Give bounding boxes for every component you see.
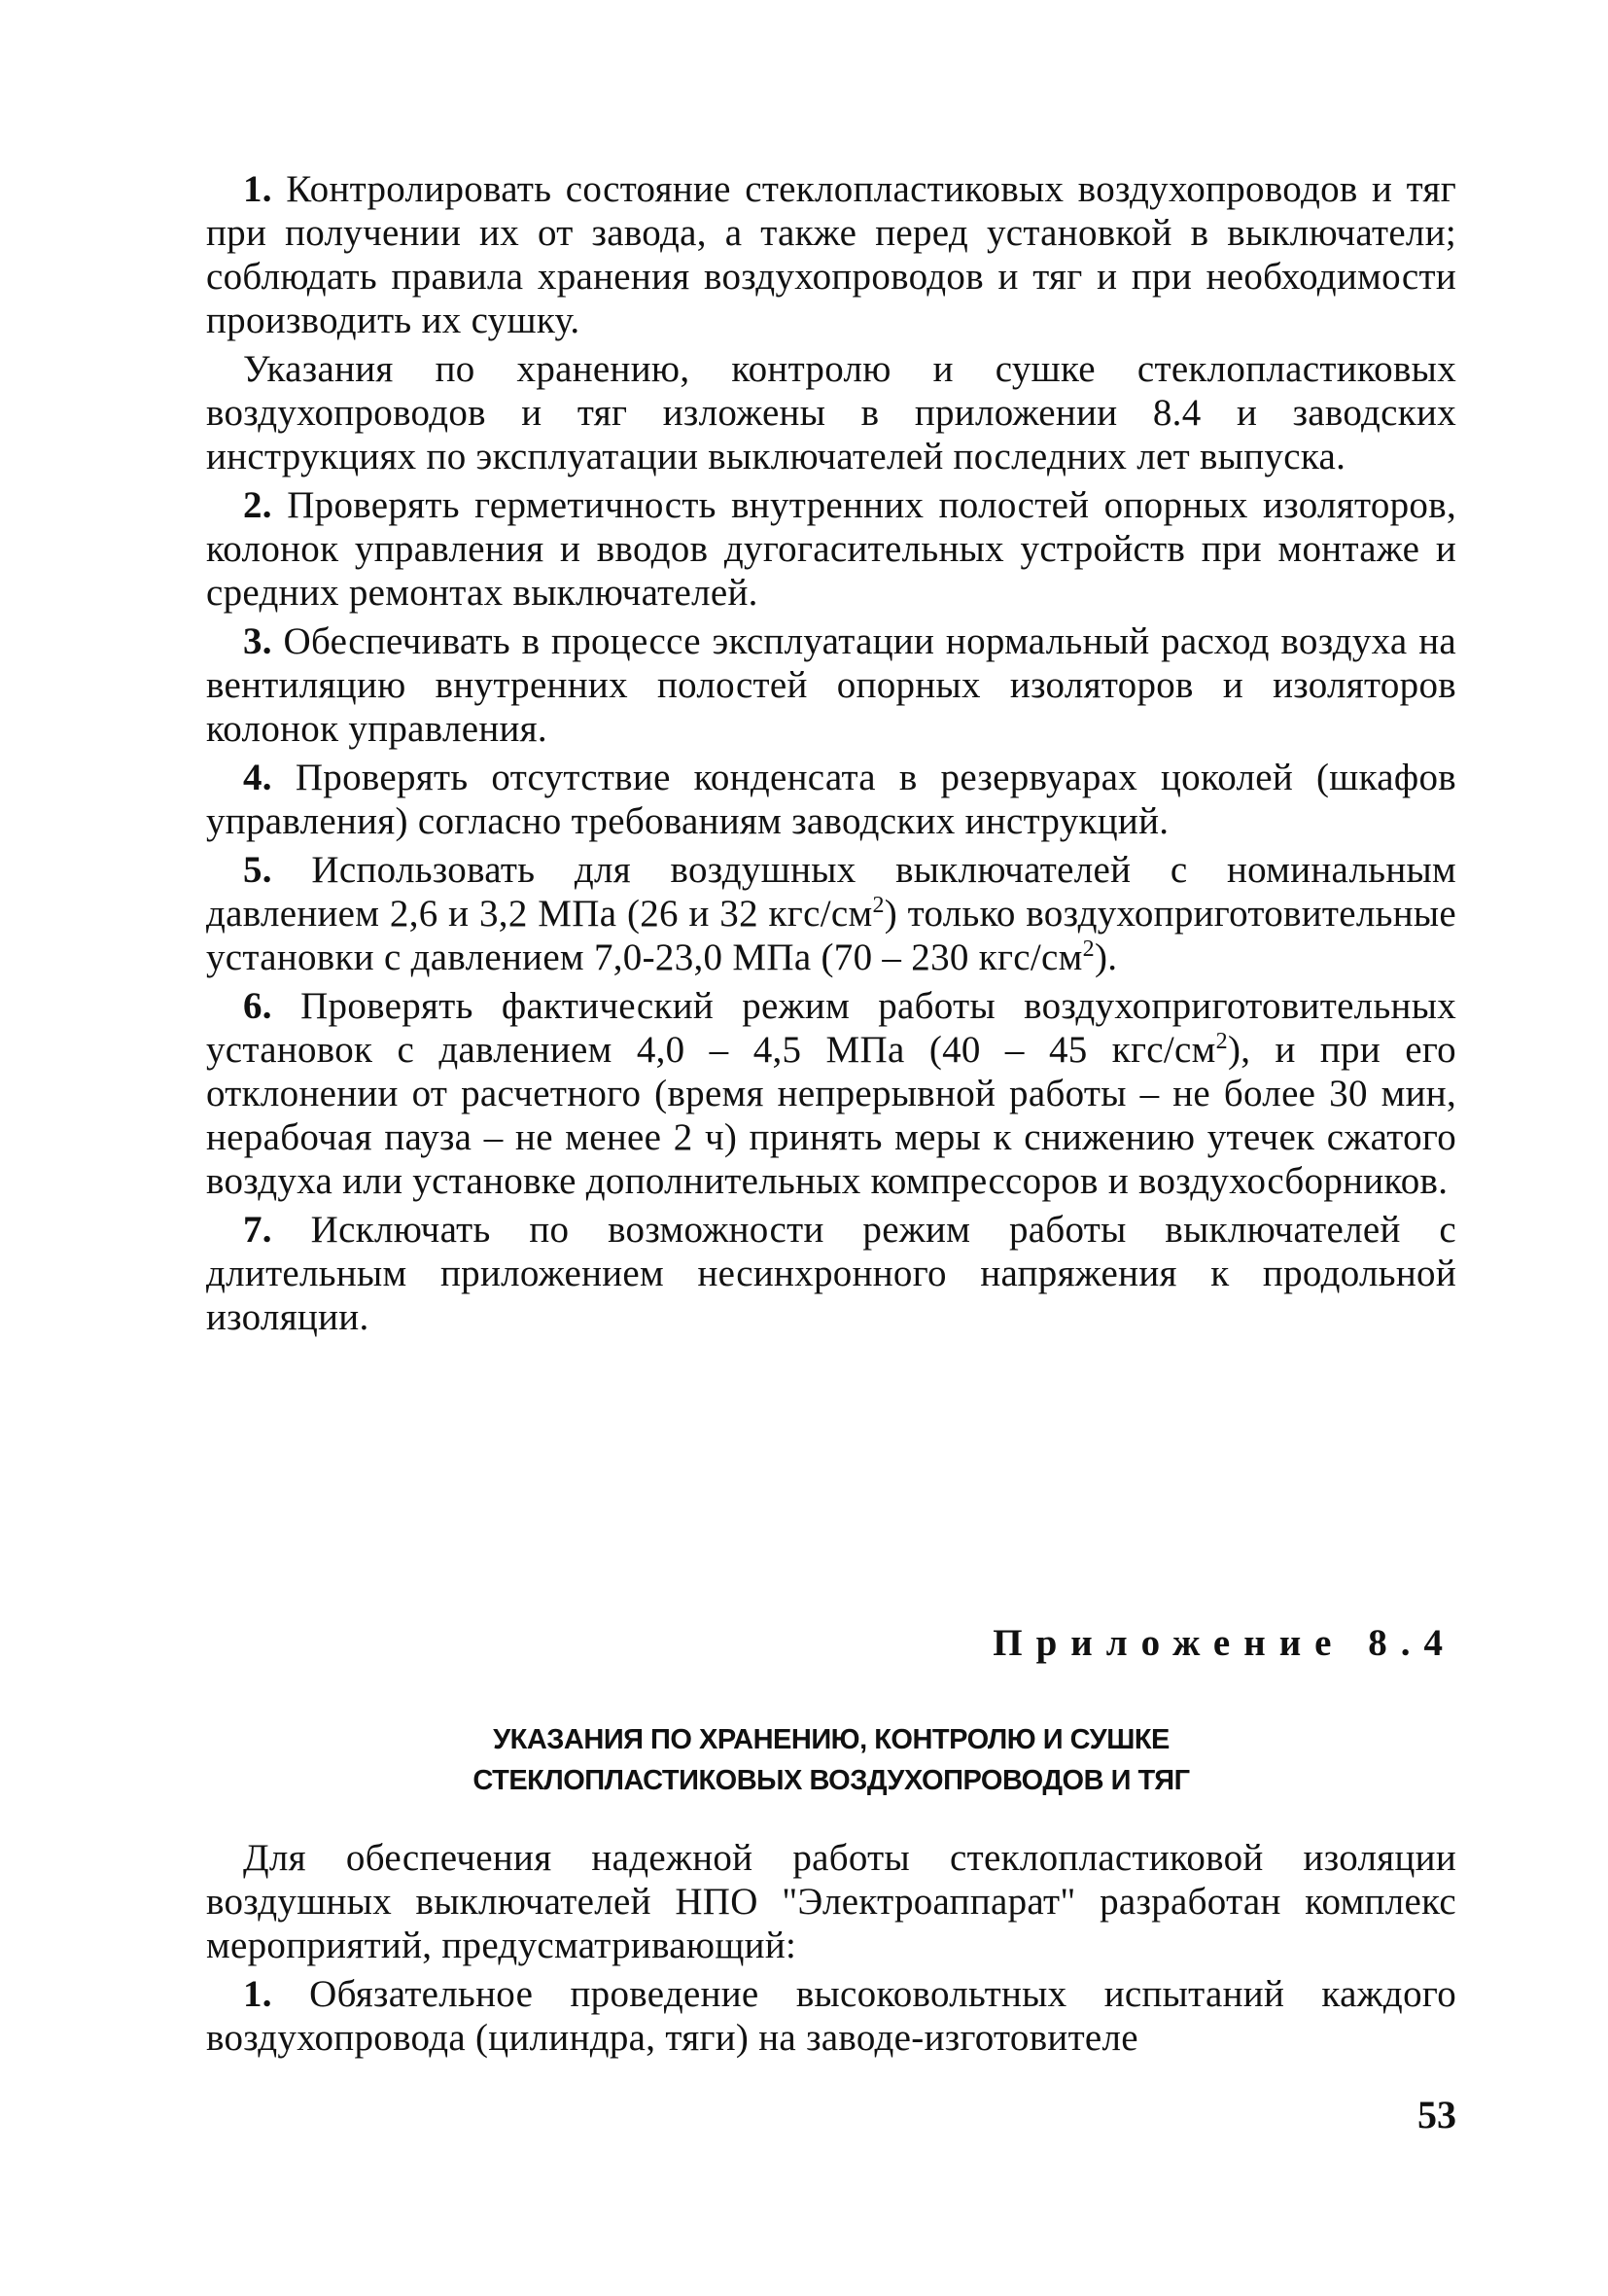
item-text: ). bbox=[1094, 936, 1118, 978]
item-number: 6. bbox=[243, 985, 272, 1027]
list-item bbox=[206, 483, 1456, 615]
item-text: Контролировать состояние стеклопластиковых воздухопроводов и тяг при получении их от завода, а также перед установкой в выключатели; соблюдать правила хранения воздухопроводов и тяг и при необходимости производить их сушку. bbox=[206, 168, 1456, 341]
item-text: Исключать по возможности режим работы выключателей с длительным приложением несинхронного напряжения к продольной изоляции. bbox=[206, 1209, 1456, 1338]
item-text: Проверять герметичность внутренних полостей опорных изоляторов, колонок управления и вводов дугогасительных устройств при монтаже и средних ремонтах выключателей. bbox=[206, 484, 1456, 614]
item-number: 3. bbox=[243, 620, 272, 662]
item-text: Проверять фактический режим работы воздухоприготовительных установок с давлением 4,0 – 4,5 МПа (40 – 45 кгс/см bbox=[206, 985, 1456, 1071]
item-text: ), и при его отклонении от расчетного (время непрерывной работы – не более 30 мин, нерабочая пауза – не менее 2 ч) принять меры к снижению утечек сжатого воздуха или установке дополнительных компрессоров и воздухосборников. bbox=[206, 1029, 1456, 1202]
superscript: 2 bbox=[1215, 1029, 1228, 1054]
list-item bbox=[206, 167, 1456, 342]
item-number: 4. bbox=[243, 757, 272, 798]
list-item bbox=[206, 984, 1456, 1203]
item-text: Обязательное проведение высоковольтных испытаний каждого воздухопровода (цилиндра, тяги) на заводе-изготовителе bbox=[206, 1973, 1456, 2059]
superscript: 2 bbox=[1082, 936, 1095, 962]
item-number: 2. bbox=[243, 484, 272, 526]
list-item bbox=[206, 1972, 1456, 2060]
list-item bbox=[206, 1208, 1456, 1339]
item-text: Для обеспечения надежной работы стеклопластиковой изоляции воздушных выключателей НПО "Электроаппарат" разработан комплекс мероприятий, предусматривающий: bbox=[206, 1837, 1456, 1966]
section-heading bbox=[206, 1719, 1456, 1801]
item-text: Указания по хранению, контролю и сушке стеклопластиковых воздухопроводов и тяг изложены в приложении 8.4 и заводских инструкциях по эксплуатации выключателей последних лет выпуска. bbox=[206, 348, 1456, 477]
paragraph bbox=[206, 1836, 1456, 1967]
item-number: 7. bbox=[243, 1209, 272, 1251]
item-text: ) только воздухоприготовительные установки с давлением 7,0-23,0 МПа (70 – 230 кгс/см bbox=[206, 893, 1457, 978]
main-text bbox=[206, 167, 1456, 1344]
superscript: 2 bbox=[872, 893, 885, 918]
appendix-label: Приложение 8.4 bbox=[993, 1622, 1456, 1664]
item-number: 1. bbox=[243, 1973, 272, 2015]
page-number: 53 bbox=[1417, 2093, 1456, 2137]
item-number: 5. bbox=[243, 849, 272, 891]
paragraph bbox=[206, 347, 1456, 478]
appendix-text bbox=[206, 1836, 1456, 2065]
list-item bbox=[206, 848, 1456, 979]
item-number: 1. bbox=[243, 168, 272, 210]
heading-line: УКАЗАНИЯ ПО ХРАНЕНИЮ, КОНТРОЛЮ И СУШКЕ bbox=[493, 1724, 1170, 1755]
item-text: Проверять отсутствие конденсата в резервуарах цоколей (шкафов управления) согласно требованиям заводских инструкций. bbox=[206, 757, 1456, 842]
item-text: Обеспечивать в процессе эксплуатации нормальный расход воздуха на вентиляцию внутренних полостей опорных изоляторов и изоляторов колонок управления. bbox=[206, 620, 1456, 750]
list-item bbox=[206, 619, 1456, 751]
item-text: Использовать для воздушных выключателей с номинальным давлением 2,6 и 3,2 МПа (26 и 32 кгс/см bbox=[206, 849, 1456, 935]
heading-line: СТЕКЛОПЛАСТИКОВЫХ ВОЗДУХОПРОВОДОВ И ТЯГ bbox=[472, 1765, 1190, 1796]
list-item bbox=[206, 756, 1456, 843]
